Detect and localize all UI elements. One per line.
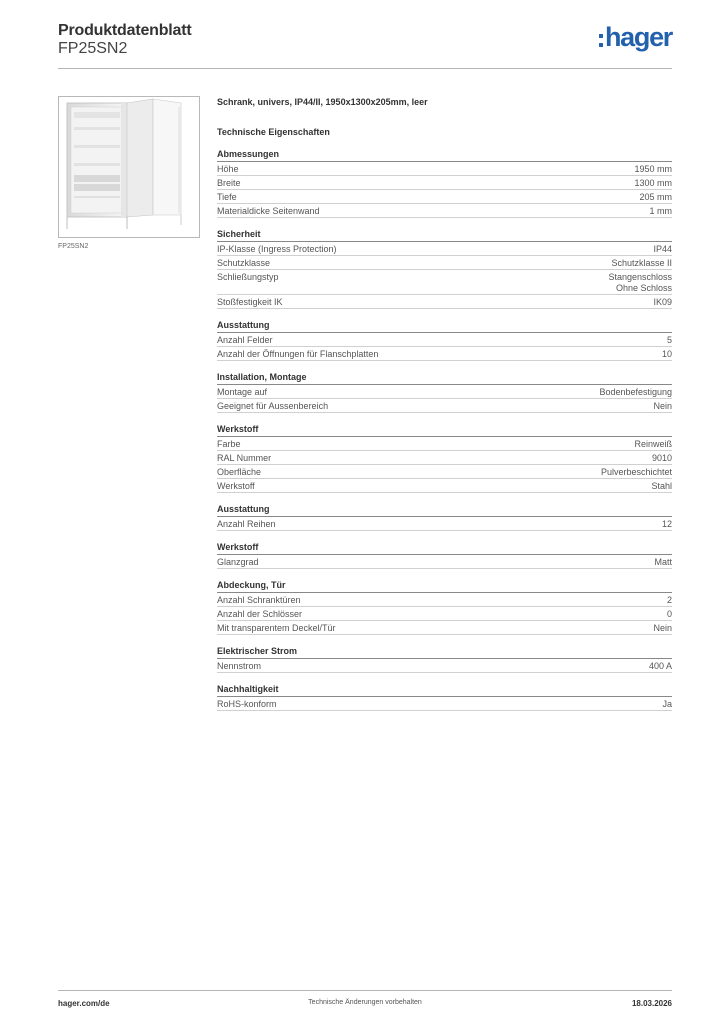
property-value-line: 2: [666, 595, 672, 605]
property-row: [217, 437, 672, 451]
property-value-line: 10: [661, 349, 672, 359]
logo-text: hager: [604, 22, 672, 52]
property-label: Montage auf: [217, 387, 268, 397]
property-row: [217, 593, 672, 607]
property-label: Höhe: [217, 164, 239, 174]
property-value: [599, 387, 672, 398]
property-value-line: 0: [666, 609, 672, 619]
hager-logo: [599, 24, 672, 51]
property-value-line: Bodenbefestigung: [599, 387, 672, 397]
property-value: [653, 623, 672, 634]
property-label: Anzahl Felder: [217, 335, 273, 345]
property-row: [217, 697, 672, 711]
property-row: [217, 162, 672, 176]
property-value: [662, 519, 672, 530]
property-value-line: 400 A: [648, 661, 672, 671]
property-group: [217, 228, 672, 309]
group-title: Ausstattung: [217, 503, 672, 517]
property-value-line: Ja: [662, 699, 672, 709]
property-label: Anzahl Reihen: [217, 519, 276, 529]
property-row: [217, 176, 672, 190]
property-label: Farbe: [217, 439, 241, 449]
property-group: [217, 579, 672, 635]
property-group: [217, 319, 672, 361]
section-heading: Technische Eigenschaften: [217, 127, 330, 137]
property-row: [217, 399, 672, 413]
property-row: [217, 295, 672, 309]
group-title: Werkstoff: [217, 541, 672, 555]
property-value-line: 9010: [651, 453, 672, 463]
property-label: Schutzklasse: [217, 258, 271, 268]
property-row: [217, 479, 672, 493]
property-value: [654, 557, 672, 568]
property-value: [662, 699, 672, 710]
product-code: FP25SN2: [58, 40, 128, 57]
property-value: [634, 439, 672, 450]
property-value: [667, 609, 672, 620]
page-title: Produktdatenblatt: [58, 22, 192, 39]
property-row: [217, 465, 672, 479]
property-value-line: 5: [666, 335, 672, 345]
property-label: Nennstrom: [217, 661, 262, 671]
property-label: Anzahl der Schlösser: [217, 609, 303, 619]
cabinet-illustration-icon: [59, 97, 199, 237]
footer-notice: Technische Änderungen vorbehalten: [308, 999, 422, 1006]
property-row: [217, 451, 672, 465]
footer-website: hager.com/de: [58, 999, 110, 1008]
property-label: Oberfläche: [217, 467, 262, 477]
property-value: [653, 401, 672, 412]
group-title: Ausstattung: [217, 319, 672, 333]
property-value-line: Schutzklasse II: [611, 258, 672, 268]
property-group: [217, 148, 672, 218]
property-label: Geeignet für Aussenbereich: [217, 401, 329, 411]
property-group: [217, 541, 672, 569]
property-value-line: Stahl: [651, 481, 672, 491]
group-title: Abdeckung, Tür: [217, 579, 672, 593]
property-value-line: Pulverbeschichtet: [600, 467, 672, 477]
property-value-line: Nein: [653, 623, 672, 633]
property-value-line: Reinweiß: [634, 439, 672, 449]
property-value-line: 1950 mm: [634, 164, 672, 174]
property-row: [217, 204, 672, 218]
group-title: Abmessungen: [217, 148, 672, 162]
property-value: [639, 192, 672, 203]
page-header: [58, 20, 672, 69]
page-footer: [58, 990, 672, 1013]
property-label: Mit transparentem Deckel/Tür: [217, 623, 336, 633]
property-value-line: Stangenschloss: [608, 272, 672, 282]
property-group: [217, 371, 672, 413]
property-label: Stoßfestigkeit IK: [217, 297, 283, 307]
property-value: [601, 467, 672, 478]
property-value-line: Matt: [654, 557, 672, 567]
property-row: [217, 517, 672, 531]
property-label: RoHS-konform: [217, 699, 277, 709]
property-group: [217, 683, 672, 711]
property-value-line: 205 mm: [639, 192, 672, 202]
property-value-line: Nein: [653, 401, 672, 411]
property-row: [217, 621, 672, 635]
group-title: Nachhaltigkeit: [217, 683, 672, 697]
product-image: [58, 96, 200, 238]
logo-dots-icon: [599, 34, 603, 47]
property-value-line: 12: [661, 519, 672, 529]
property-value: [662, 349, 672, 360]
group-title: Installation, Montage: [217, 371, 672, 385]
property-value: [652, 453, 672, 464]
property-row: [217, 190, 672, 204]
property-row: [217, 256, 672, 270]
property-group: [217, 503, 672, 531]
image-caption: FP25SN2: [58, 243, 89, 250]
property-row: [217, 385, 672, 399]
property-value-line: 1300 mm: [634, 178, 672, 188]
product-details: [217, 96, 672, 711]
property-group: [217, 645, 672, 673]
property-row: [217, 242, 672, 256]
property-label: Tiefe: [217, 192, 237, 202]
property-value: [653, 297, 672, 308]
property-label: Werkstoff: [217, 481, 255, 491]
property-label: Materialdicke Seitenwand: [217, 206, 320, 216]
property-value-line: Ohne Schloss: [615, 283, 672, 293]
property-value-line: IP44: [653, 244, 672, 254]
property-row: [217, 607, 672, 621]
property-value: [651, 481, 672, 492]
footer-date: 18.03.2026: [631, 999, 672, 1008]
property-group: [217, 423, 672, 493]
property-label: Schließungstyp: [217, 272, 279, 282]
property-value: [634, 178, 672, 189]
property-value: [611, 258, 672, 269]
group-title: Sicherheit: [217, 228, 672, 242]
property-row: [217, 659, 672, 673]
property-value: [634, 164, 672, 175]
property-value-line: IK09: [653, 297, 672, 307]
property-label: Glanzgrad: [217, 557, 259, 567]
property-row: [217, 333, 672, 347]
property-label: RAL Nummer: [217, 453, 272, 463]
property-label: Breite: [217, 178, 241, 188]
property-label: Anzahl der Öffnungen für Flanschplatten: [217, 349, 379, 359]
property-value: [650, 206, 673, 217]
property-value: [649, 661, 672, 672]
property-row: [217, 347, 672, 361]
property-row: [217, 270, 672, 295]
property-value-line: 1 mm: [649, 206, 672, 216]
property-value: [608, 272, 672, 294]
product-description: Schrank, univers, IP44/II, 1950x1300x205mm, leer: [217, 97, 428, 107]
group-title: Werkstoff: [217, 423, 672, 437]
property-row: [217, 555, 672, 569]
property-value: [667, 595, 672, 606]
property-groups: [217, 148, 672, 711]
group-title: Elektrischer Strom: [217, 645, 672, 659]
property-label: Anzahl Schranktüren: [217, 595, 301, 605]
property-value: [667, 335, 672, 346]
property-value: [653, 244, 672, 255]
property-label: IP-Klasse (Ingress Protection): [217, 244, 337, 254]
